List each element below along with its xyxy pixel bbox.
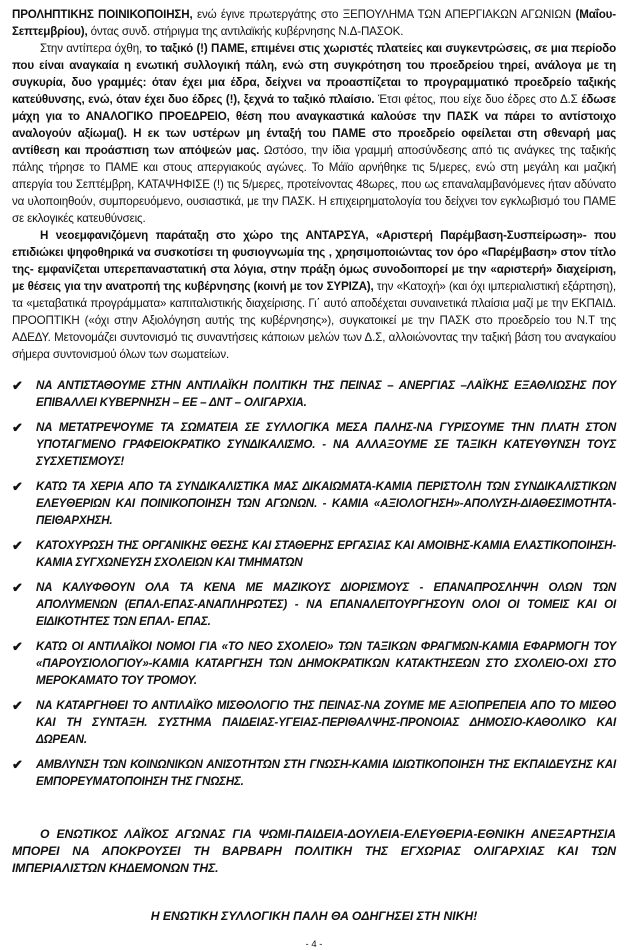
checkmark-icon: ✔ bbox=[12, 378, 23, 393]
text-segment: όντας συνδ. στήριγμα της αντιλαϊκής κυβέρνησης Ν.Δ-ΠΑΣΟΚ. bbox=[90, 25, 404, 38]
text-segment: την «Κατοχή» (και όχι ιμπεριαλιστική εξάρτηση), τα «μεταβατικά προγράμματα» καπιταλιστικής διαχείρισης. Γι΄ αυτό αποδέχεται συναινετικά πλαίσια μαζί με την ΕΚΠΑΙΔ. ΠΡΟΟΠΤΙΚΗ («όχι στην Αξιολόγηση αυτής της κυβέρνησης»), συγκατοικεί με την ΠΑΣΚ στο προεδρείο του Ν.Τ της ΑΔΕΔΥ. Μετονομάζει συντονισμό τις συναντήσεις κάποιων μελών των Δ.Σ, αλλοιώνοντας την ταξική βάση του αναγκαίου σήμερα συντονισμού όλων των σωματείων. bbox=[12, 280, 616, 361]
demands-list bbox=[12, 377, 616, 790]
text-segment: το ταξικό (!) ΠΑΜΕ, επιμένει στις χωριστές πλατείες και συγκεντρώσεις, σε μια περίοδο που είναι αναγκαία η ενωτική συλλογική πάλη, ενώ στη συγκρότηση του προεδρείου τηρεί, ανάλογα με τη συγκυρία, δυο γραμμές: όταν έχει μια έδρα, δείχνει να προασπίζεται το προγραμματικό προεδρείο ταξικής κατεύθυνσης, ενώ, όταν έχει δυο έδρες (!), ξεχνά το ταξικό πλαίσιο. bbox=[12, 42, 616, 106]
list-item: ✔ ΚΑΤΟΧΥΡΩΣΗ ΤΗΣ ΟΡΓΑΝΙΚΗΣ ΘΕΣΗΣ ΚΑΙ ΣΤΑΘΕΡΗΣ ΕΡΓΑΣΙΑΣ ΚΑΙ ΑΜΟΙΒΗΣ-ΚΑΜΙΑ ΕΛΑΣΤΙΚΟΠΟΙΗΣΗ-ΚΑΜΙΑ ΣΥΓΧΩΝΕΥΣΗ ΣΧΟΛΕΙΩΝ ΚΑΙ ΤΜΗΜΑΤΩΝ bbox=[12, 538, 616, 569]
text-segment: (Μαΐου-Σεπτεμβρίου), bbox=[12, 8, 616, 38]
checkmark-icon: ✔ bbox=[12, 420, 23, 435]
list-item: ✔ ΝΑ ΜΕΤΑΤΡΕΨΟΥΜΕ ΤΑ ΣΩΜΑΤΕΙΑ ΣΕ ΣΥΛΛΟΓΙΚΑ ΜΕΣΑ ΠΑΛΗΣ-ΝΑ ΓΥΡΙΣΟΥΜΕ ΤΗΝ ΠΛΑΤΗ ΣΤΟΝ ΥΠΟΤΑΓΜΕΝΟ ΓΡΑΦΕΙΟΚΡΑΤΙΚΟ ΣΥΝΔΙΚΑΛΙΣΜΟ. - ΝΑ ΑΛΛΑΞΟΥΜΕ ΣΕ ΤΑΞΙΚΗ ΚΑΤΕΥΘΥΝΣΗ ΤΟΥΣ ΣΥΣΧΕΤΙΣΜΟΥΣ! bbox=[12, 420, 616, 468]
list-item: ✔ ΝΑ ΚΑΤΑΡΓΗΘΕΙ ΤΟ ΑΝΤΙΛΑΪΚΟ ΜΙΣΘΟΛΟΓΙΟ ΤΗΣ ΠΕΙΝΑΣ-ΝΑ ΖΟΥΜΕ ΜΕ ΑΞΙΟΠΡΕΠΕΙΑ ΑΠΟ ΤΟ ΜΙΣΘΟ ΚΑΙ ΤΗ ΣΥΝΤΑΞΗ. ΣΥΣΤΗΜΑ ΠΑΙΔΕΙΑΣ-ΥΓΕΙΑΣ-ΠΕΡΙΘΑΛΨΗΣ-ΠΡΟΝΟΙΑΣ ΔΗΜΟΣΙΟ-ΚΑΘΟΛΙΚΟ ΚΑΙ ΔΩΡΕΑΝ. bbox=[12, 698, 616, 746]
checkmark-icon: ✔ bbox=[12, 757, 23, 772]
list-item: ✔ ΑΜΒΛΥΝΣΗ ΤΩΝ ΚΟΙΝΩΝΙΚΩΝ ΑΝΙΣΟΤΗΤΩΝ ΣΤΗ ΓΝΩΣΗ-ΚΑΜΙΑ ΙΔΙΩΤΙΚΟΠΟΙΗΣΗ ΤΗΣ ΕΚΠΑΙΔΕΥΣΗΣ ΚΑΙ ΕΜΠΟΡΕΥΜΑΤΟΠΟΙΗΣΗ ΤΗΣ ΓΝΩΣΗΣ. bbox=[12, 757, 616, 788]
checkmark-icon: ✔ bbox=[12, 580, 23, 595]
text-segment: ΞΕΠΟΥΛΗΜΑ ΤΩΝ ΑΠΕΡΓΙΑΚΩΝ ΑΓΩΝΙΩΝ bbox=[342, 8, 572, 21]
text-segment: Ωστόσο, την ίδια γραμμή αποσύνδεσης από τις ανάγκες της ταξικής πάλης τήρησε το ΠΑΜΕ και στους απεργιακούς αγώνες. Το Μάϊο αρνήθηκε τις 5/μερες, ενώ στη μεγάλη και μαζική απεργία του Σεπτέμβρη, ΚΑΤΑΨΗΦΙΣΕ (!) τις 5/μερες, προτείνοντας 48ωρες, που ως επαναλαμβανόμενες ήταν αδύνατο να υλοποιηθούν, συμπορευόμενο, ουσιαστικά, με την ΠΑΣΚ. Η επιχειρηματολογία του δείχνει τον εγκλωβισμό του ΠΑΜΕ σε εκλογικές κατευθύνσεις. bbox=[12, 144, 616, 225]
text-segment: , θέση που αναγκαστικά καλούσε την ΠΑΣΚ να πάρει το αντίστοιχο αναλογούν αξίωμα(). Η εκ των υστέρων μη ένταξή του ΠΑΜΕ στο προεδρείο οφείλεται στη σθεναρή μας αντίθεση και προάσπιση των απόψεών μας. bbox=[12, 110, 617, 157]
document-page bbox=[12, 6, 616, 950]
paragraph-1 bbox=[12, 6, 616, 40]
list-item: ✔ ΚΑΤΩ ΤΑ ΧΕΡΙΑ ΑΠΟ ΤΑ ΣΥΝΔΙΚΑΛΙΣΤΙΚΑ ΜΑΣ ΔΙΚΑΙΩΜΑΤΑ-ΚΑΜΙΑ ΠΕΡΙΣΤΟΛΗ ΤΩΝ ΣΥΝΔΙΚΑΛΙΣΤΙΚΩΝ ΕΛΕΥΘΕΡΙΩΝ ΚΑΙ ΠΟΙΝΙΚΟΠΟΙΗΣΗ ΤΩΝ ΑΓΩΝΩΝ. - ΚΑΜΙΑ «ΑΞΙΟΛΟΓΗΣΗ»-ΑΠΟΛΥΣΗ-ΔΙΑΘΕΣΙΜΟΤΗΤΑ- ΠΕΙΘΑΡΧΗΣΗ. bbox=[12, 479, 616, 527]
final-slogan: Η ΕΝΩΤΙΚΗ ΣΥΛΛΟΓΙΚΗ ΠΑΛΗ ΘΑ ΟΔΗΓΗΣΕΙ ΣΤΗ ΝΙΚΗ! bbox=[150, 909, 478, 923]
text-segment: Η νεοεμφανιζόμενη παράταξη στο χώρο της ΑΝΤΑΡΣΥΑ, «Αριστερή Παρέμβαση-Συσπείρωση»- που επιδιώκει ψηφοθηρικά να συσκοτίσει τη φυσιογνωμία της , χρησιμοποιώντας τον όρο «Παρέμβαση» στον τίτλο της- εμφανίζεται υπερεπαναστατική στα λόγια, στην πράξη όμως συνοδοιπορεί με την «αριστερή» διαχείριση, με θέσεις για την ανατροπή της κυβέρνησης (κοινή με τον ΣΥΡΙΖΑ), bbox=[12, 229, 616, 293]
checkmark-icon: ✔ bbox=[12, 538, 23, 553]
checkmark-icon: ✔ bbox=[12, 639, 23, 654]
text-segment: Στην αντίπερα όχθη, bbox=[40, 42, 146, 55]
text-segment: έδωσε μάχη για το bbox=[12, 93, 616, 123]
paragraph-3 bbox=[12, 227, 616, 363]
closing-statement: Ο ΕΝΩΤΙΚΟΣ ΛΑΪΚΟΣ ΑΓΩΝΑΣ ΓΙΑ ΨΩΜΙ-ΠΑΙΔΕΙΑ-ΔΟΥΛΕΙΑ-ΕΛΕΥΘΕΡΙΑ-ΕΘΝΙΚΗ ΑΝΕΞΑΡΤΗΣΙΑ ΜΠΟΡΕΙ ΝΑ ΑΠΟΚΡΟΥΣΕΙ ΤΗ ΒΑΡΒΑΡΗ ΠΟΛΙΤΙΚΗ ΤΗΣ ΕΓΧΩΡΙΑΣ ΟΛΙΓΑΡΧΙΑΣ ΚΑΙ ΤΩΝ ΙΜΠΕΡΙΑΛΙΣΤΩΝ ΚΗΔΕΜΟΝΩΝ ΤΗΣ. bbox=[12, 827, 616, 875]
text-segment: ΠΡΟΛΗΠΤΙΚΗΣ ΠΟΙΝΙΚΟΠΟΙΗΣΗ, bbox=[12, 8, 197, 21]
paragraph-2 bbox=[12, 40, 616, 227]
list-item: ✔ ΝΑ ΑΝΤΙΣΤΑΘΟΥΜΕ ΣΤΗΝ ΑΝΤΙΛΑΪΚΗ ΠΟΛΙΤΙΚΗ ΤΗΣ ΠΕΙΝΑΣ – ΑΝΕΡΓΙΑΣ –ΛΑΪΚΗΣ ΕΞΑΘΛΙΩΣΗΣ ΠΟΥ ΕΠΙΒΑΛΛΕΙ ΚΥΒΕΡΝΗΣΗ – ΕΕ – ΔΝΤ – ΟΛΙΓΑΡΧΙΑ. bbox=[12, 378, 616, 409]
checkmark-icon: ✔ bbox=[12, 698, 23, 713]
list-item: ✔ ΝΑ ΚΑΛΥΦΘΟΥΝ ΟΛΑ ΤΑ ΚΕΝΑ ΜΕ ΜΑΖΙΚΟΥΣ ΔΙΟΡΙΣΜΟΥΣ - ΕΠΑΝΑΠΡΟΣΛΗΨΗ ΟΛΩΝ ΤΩΝ ΑΠΟΛΥΜΕΝΩΝ (ΕΠΑΛ-ΕΠΑΣ-ΑΝΑΠΛΗΡΩΤΕΣ) - ΝΑ ΕΠΑΝΑΛΕΙΤΟΥΡΓΗΣΟΥΝ ΟΛΟΙ ΟΙ ΤΟΜΕΙΣ ΚΑΙ ΟΙ ΕΙΔΙΚΟΤΗΤΕΣ ΤΩΝ ΕΠΑΛ- ΕΠΑΣ. bbox=[12, 580, 616, 628]
page-number: - 4 - bbox=[305, 939, 323, 950]
list-item: ✔ ΚΑΤΩ ΟΙ ΑΝΤΙΛΑΪΚΟΙ ΝΟΜΟΙ ΓΙΑ «ΤΟ ΝΕΟ ΣΧΟΛΕΙΟ» ΤΩΝ ΤΑΞΙΚΩΝ ΦΡΑΓΜΩΝ-ΚΑΜΙΑ ΕΦΑΡΜΟΓΗ ΤΟΥ «ΠΑΡΟΥΣΙΟΛΟΓΙΟΥ»-ΚΑΜΙΑ ΚΑΤΑΡΓΗΣΗ ΤΩΝ ΔΗΜΟΚΡΑΤΙΚΩΝ ΚΑΤΑΚΤΗΣΕΩΝ ΣΤΟ ΣΧΟΛΕΙΟ-ΟΧΙ ΣΤΟ ΜΕΡΟΚΑΜΑΤΟ ΤΟΥ ΤΡΟΜΟΥ. bbox=[12, 639, 616, 687]
checkmark-icon: ✔ bbox=[12, 479, 23, 494]
text-segment: Έτσι φέτος, που είχε δυο έδρες στο Δ.Σ bbox=[374, 93, 582, 106]
text-segment: ΑΝΑΛΟΓΙΚΟ ΠΡΟΕΔΡΕΙΟ bbox=[85, 110, 227, 123]
text-segment: ενώ έγινε πρωτεργάτης στο bbox=[196, 8, 343, 21]
